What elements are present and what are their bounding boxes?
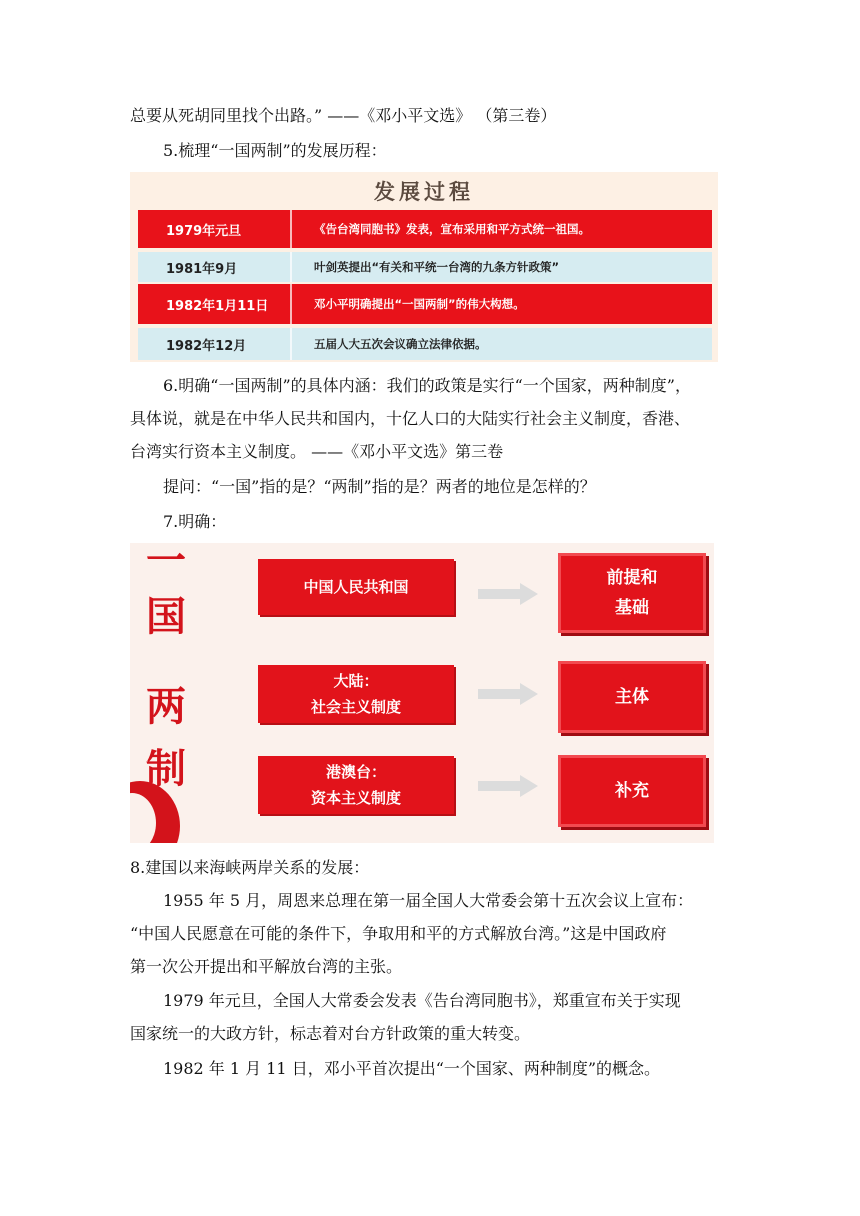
role-box-main-body <box>558 661 706 733</box>
item-6-line-1: 6.明确“一国两制”的具体内涵：我们的政策是实行“一个国家，两种制度”， <box>163 376 691 395</box>
arrow-right-icon <box>478 775 538 797</box>
timeline-desc: 叶剑英提出“有关和平统一台湾的九条方针政策” <box>314 260 560 274</box>
box-line: 主体 <box>615 687 649 707</box>
big-char-zhi: 制 <box>146 745 186 792</box>
development-timeline-figure <box>130 172 718 362</box>
item-8-heading: 8.建国以来海峡两岸关系的发展： <box>130 858 370 877</box>
para-1-line-2: “中国人民愿意在可能的条件下，争取用和平的方式解放台湾。”这是中国政府 <box>130 924 667 943</box>
question-line: 提问：“一国”指的是？“两制”指的是？两者的地位是怎样的？ <box>163 477 596 496</box>
concept-box-mainland <box>258 665 454 723</box>
big-char-guo: 国 <box>146 593 186 640</box>
box-line: 补充 <box>615 781 649 801</box>
timeline-date: 1979年元旦 <box>166 223 242 239</box>
para-1-line-3: 第一次公开提出和平解放台湾的主张。 <box>130 957 403 976</box>
timeline-divider <box>290 284 292 324</box>
timeline-divider <box>290 328 292 360</box>
one-country-two-systems-diagram <box>130 543 714 843</box>
box-line: 大陆： <box>333 672 379 690</box>
timeline-title: 发展过程 <box>374 180 474 204</box>
timeline-desc: 《告台湾同胞书》发表，宣布采用和平方式统一祖国。 <box>314 222 590 236</box>
role-box-supplement <box>558 755 706 827</box>
item-6-line-3: 台湾实行资本主义制度。 ——《邓小平文选》第三卷 <box>130 442 504 461</box>
para-3-line-1: 1982 年 1 月 11 日，邓小平首次提出“一个国家、两种制度”的概念。 <box>163 1059 661 1078</box>
box-line: 基础 <box>615 598 649 618</box>
big-char-yi: 一 <box>146 543 186 584</box>
timeline-row <box>138 328 712 360</box>
timeline-date: 1982年12月 <box>166 338 247 354</box>
role-box-foundation <box>558 553 706 633</box>
para-2-line-2: 国家统一的大政方针，标志着对台方针政策的重大转变。 <box>130 1024 531 1043</box>
para-1-line-1: 1955 年 5 月，周恩来总理在第一届全国人大常委会第十五次会议上宣布： <box>163 891 694 910</box>
item-5-heading: 5.梳理“一国两制”的发展历程： <box>163 141 387 160</box>
para-2-line-1: 1979 年元旦，全国人大常委会发表《告台湾同胞书》，郑重宣布关于实现 <box>163 991 681 1010</box>
quote-line: 总要从死胡同里找个出路。” ——《邓小平文选》 （第三卷） <box>130 106 557 125</box>
timeline-row <box>138 252 712 282</box>
concept-box-prc <box>258 559 454 615</box>
box-line: 中国人民共和国 <box>303 578 409 596</box>
timeline-row <box>138 210 712 248</box>
timeline-date: 1981年9月 <box>166 261 238 277</box>
box-line: 前提和 <box>606 568 658 588</box>
box-line: 港澳台： <box>325 763 386 781</box>
box-line: 社会主义制度 <box>310 698 401 716</box>
arrow-right-icon <box>478 683 538 705</box>
item-7-heading: 7.明确： <box>163 512 227 531</box>
box-line: 资本主义制度 <box>310 789 401 807</box>
timeline-desc: 五届人大五次会议确立法律依据。 <box>314 337 487 351</box>
arrow-right-icon <box>478 583 538 605</box>
timeline-divider <box>290 210 292 248</box>
timeline-row <box>138 284 712 324</box>
big-char-liang: 两 <box>146 683 186 730</box>
concept-box-hk-macau-tw <box>258 756 454 814</box>
timeline-desc: 邓小平明确提出“一国两制”的伟大构想。 <box>314 297 525 311</box>
timeline-date: 1982年1月11日 <box>166 298 269 314</box>
timeline-divider <box>290 252 292 282</box>
item-6-line-2: 具体说，就是在中华人民共和国内，十亿人口的大陆实行社会主义制度，香港、 <box>130 409 691 428</box>
